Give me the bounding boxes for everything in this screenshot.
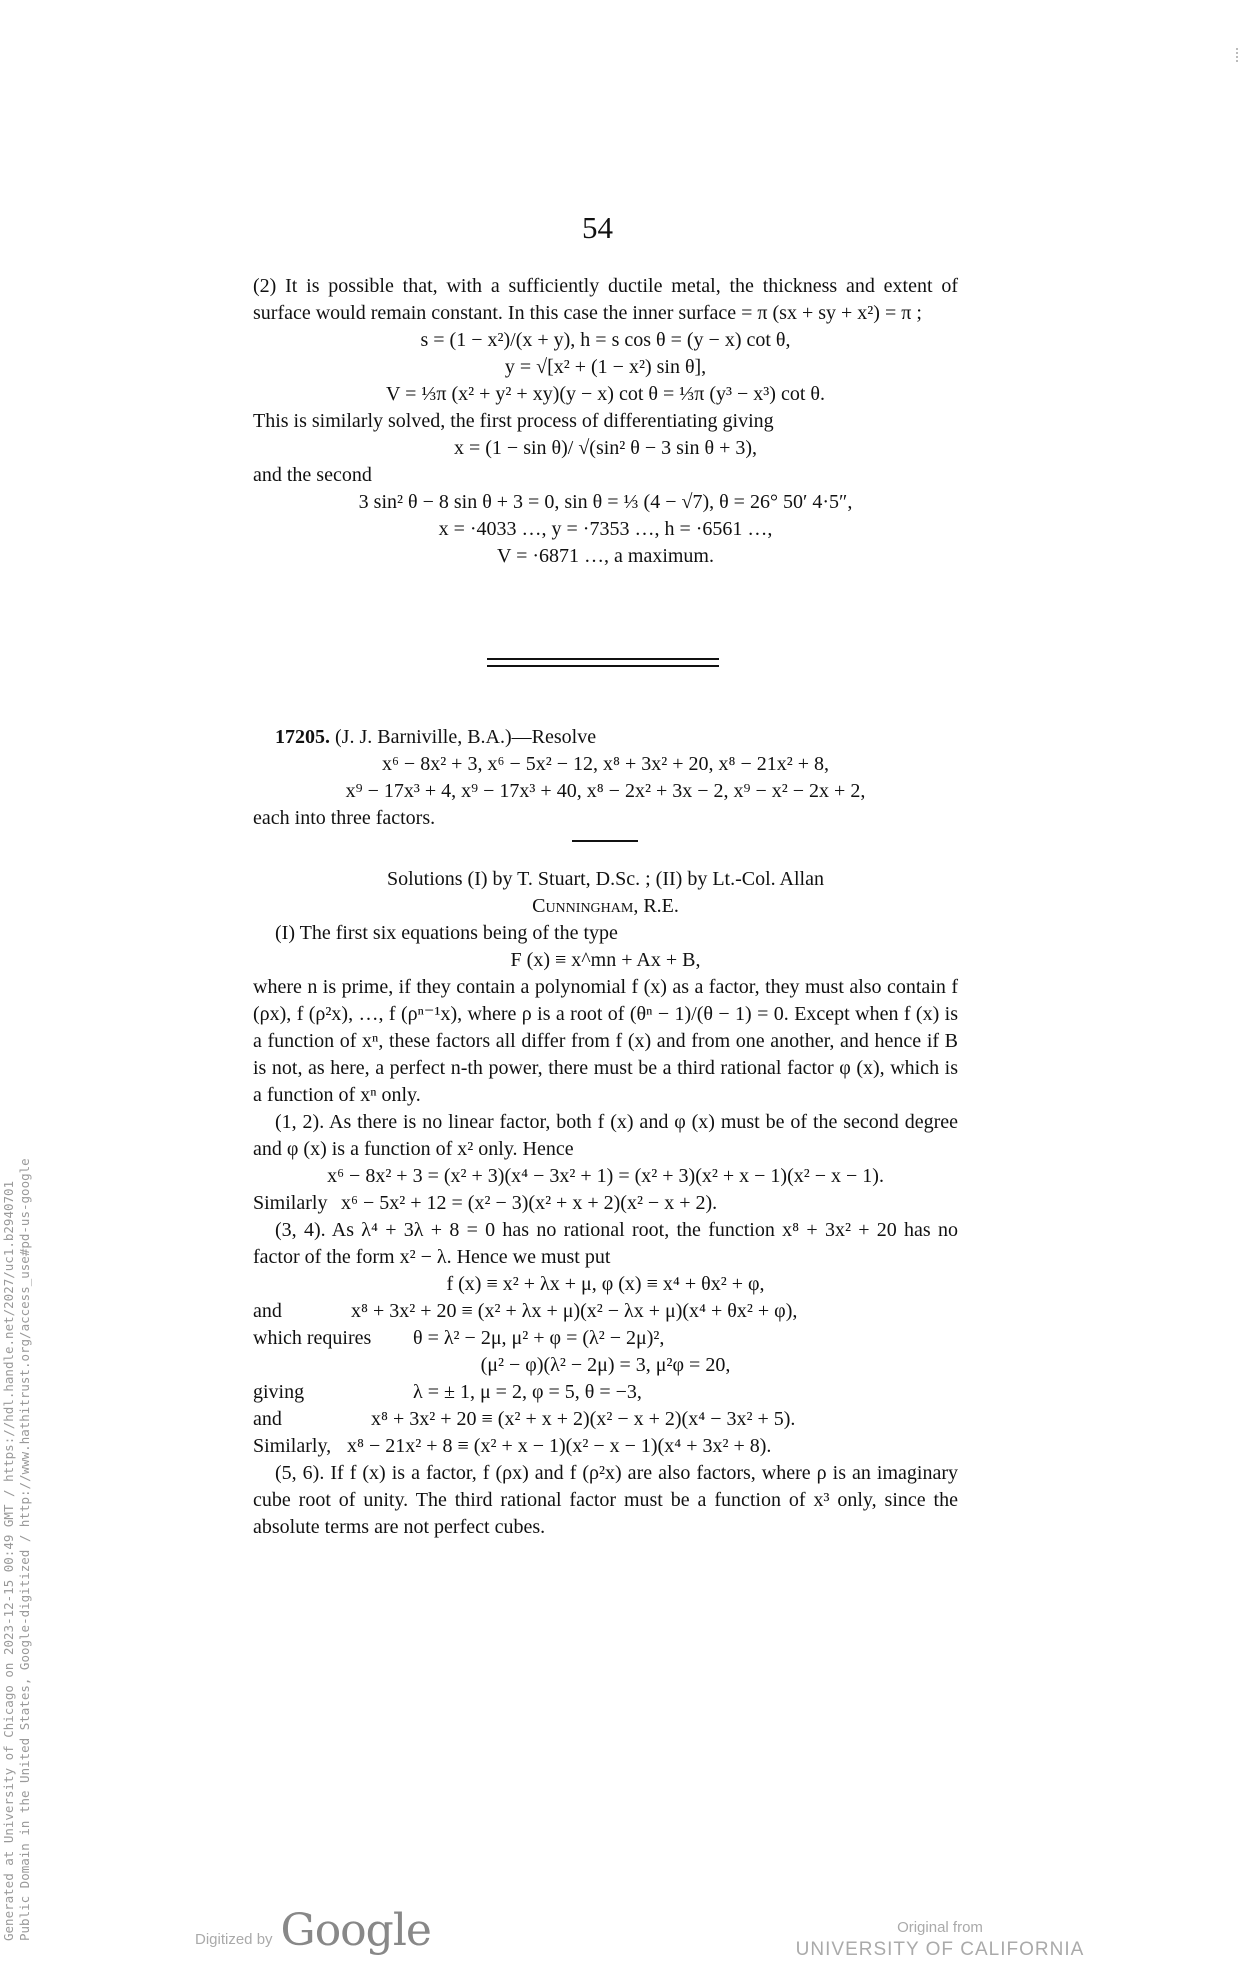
digitized-by-text: Digitized by — [195, 1931, 273, 1948]
equation: λ = ± 1, μ = 2, φ = 5, θ = −3, — [413, 1381, 642, 1403]
eq-label: and — [253, 1300, 282, 1322]
equation: θ = λ² − 2μ, μ² + φ = (λ² − 2μ)², — [413, 1327, 665, 1349]
equation: F (x) ≡ x^mn + Ax + B, — [510, 949, 701, 971]
equation: 3 sin² θ − 8 sin θ + 3 = 0, sin θ = ⅓ (4 − √7), θ = 26° 50′ 4·5″, — [358, 491, 853, 513]
equation: V = ·6871 …, a maximum. — [496, 545, 714, 567]
short-divider — [572, 840, 638, 842]
eq-label: Similarly, — [253, 1435, 332, 1457]
university-name: UNIVERSITY OF CALIFORNIA — [795, 1939, 1085, 1960]
watermark-line: Generated at University of Chicago on 2023-12-15 00:49 GMT / https://hdl.handle.net/2027/uc1.b2940701 — [1, 1180, 16, 1941]
watermark-line: Public Domain in the United States, Google-digitized / http://www.hathitrust.org/access_use#pd-us-google — [17, 1158, 32, 1941]
solution-continuation — [253, 273, 958, 570]
equation: f (x) ≡ x² + λx + μ, φ (x) ≡ x⁴ + θx² + φ, — [446, 1273, 765, 1295]
paragraph: This is similarly solved, the first process of differentiating giving — [253, 410, 774, 432]
equation: s = (1 − x²)/(x + y), h = s cos θ = (y − x) cot θ, — [420, 329, 791, 351]
original-source — [790, 1918, 1090, 1962]
equation: x = (1 − sin θ)/ √(sin² θ − 3 sin θ + 3), — [453, 437, 758, 459]
solutions-heading: Solutions (I) by T. Stuart, D.Sc. ; (II) by Lt.-Col. Allan — [386, 868, 824, 890]
equation: y = √[x² + (1 − x²) sin θ], — [504, 356, 707, 378]
expression-list: x⁶ − 8x² + 3, x⁶ − 5x² − 12, x⁸ + 3x² + 20, x⁸ − 21x² + 8, — [381, 753, 830, 775]
equation: x⁸ − 21x² + 8 ≡ (x² + x − 1)(x² − x − 1)(x⁴ + 3x² + 8). — [347, 1435, 772, 1457]
paragraph: where n is prime, if they contain a polynomial f (x) as a factor, they must also contain f (ρx), f (ρ²x), …, f (ρⁿ⁻¹x), where ρ is a root of (θⁿ − 1)/(θ − 1) = 0. Except when f (x) is a function of xⁿ, these factors all differ from f (x) and from one another, and hence if B is not, as here, a perfect n-th power, there must be a third rational factor φ (x), which is a function of xⁿ only. — [253, 976, 958, 1106]
eq-label: and — [253, 1408, 282, 1430]
equation: (μ² − φ)(λ² − 2μ) = 3, μ²φ = 20, — [480, 1354, 731, 1376]
problem-statement — [253, 724, 958, 832]
paragraph: (3, 4). As λ⁴ + 3λ + 8 = 0 has no rational root, the function x⁸ + 3x² + 20 has no factor of the form x² − λ. Hence we must put — [253, 1219, 958, 1268]
equation: x⁶ − 8x² + 3 = (x² + 3)(x⁴ − 3x² + 1) = (x² + 3)(x² + x − 1)(x² − x − 1). — [327, 1165, 884, 1187]
eq-label: giving — [253, 1381, 305, 1403]
expression-list: x⁹ − 17x³ + 4, x⁹ − 17x³ + 40, x⁸ − 2x² + 3x − 2, x⁹ − x² − 2x + 2, — [345, 780, 866, 802]
equation: x = ·4033 …, y = ·7353 …, h = ·6561 …, — [438, 518, 773, 540]
problem-author: (J. J. Barniville, B.A.)—Resolve — [335, 726, 597, 748]
equation: V = ⅓π (x² + y² + xy)(y − x) cot θ = ⅓π (y³ − x³) cot θ. — [386, 383, 825, 405]
equation: x⁸ + 3x² + 20 ≡ (x² + x + 2)(x² − x + 2)(x⁴ − 3x² + 5). — [371, 1408, 796, 1430]
paragraph: each into three factors. — [253, 807, 436, 829]
equation: x⁶ − 5x² + 12 = (x² − 3)(x² + x + 2)(x² − x + 2). — [341, 1192, 718, 1214]
google-logo: Google — [280, 1905, 431, 1956]
original-from-text: Original from — [897, 1919, 983, 1936]
page-number: 54 — [582, 210, 613, 245]
paragraph: (1, 2). As there is no linear factor, both f (x) and φ (x) must be of the second degree and φ (x) is a function of x² only. Hence — [253, 1111, 958, 1160]
equation: x⁸ + 3x² + 20 ≡ (x² + λx + μ)(x² − λx + μ)(x⁴ + θx² + φ), — [351, 1300, 798, 1322]
problem-number: 17205. — [275, 726, 330, 748]
eq-label: Similarly — [253, 1192, 328, 1214]
scan-mark — [1236, 48, 1241, 62]
paragraph: (5, 6). If f (x) is a factor, f (ρx) and f (ρ²x) are also factors, where ρ is an imaginary cube root of unity. The third rational factor must be a function of x³ only, since the absolute terms are not perfect cubes. — [253, 1462, 958, 1538]
hathitrust-watermark — [0, 970, 34, 1955]
solutions-section — [253, 866, 958, 1541]
paragraph: (2) It is possible that, with a sufficiently ductile metal, the thickness and extent of surface would remain constant. In this case the inner surface = π (sx + sy + x²) = π ; — [253, 275, 958, 324]
eq-label: which requires — [253, 1327, 372, 1349]
digitized-by-google — [195, 1905, 431, 1956]
paragraph: (I) The first six equations being of the type — [275, 922, 618, 944]
paragraph: and the second — [253, 464, 372, 486]
solutions-heading-cont: Cunningham, R.E. — [532, 895, 679, 917]
section-divider — [487, 658, 719, 667]
